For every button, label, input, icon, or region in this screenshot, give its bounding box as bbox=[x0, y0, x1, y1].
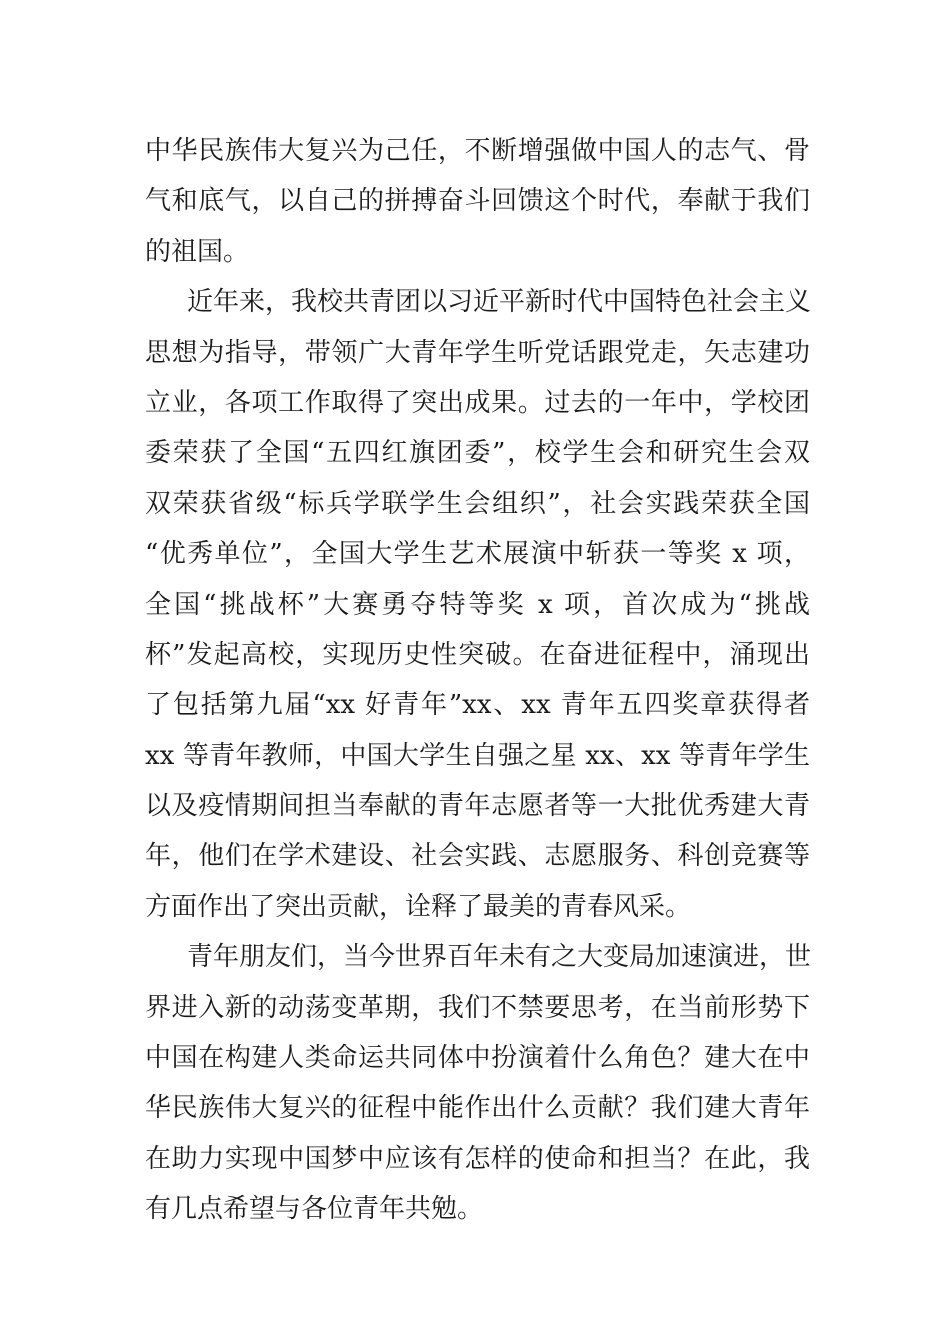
text-line: 的祖国。 bbox=[145, 236, 250, 267]
text-line: 以及疫情期间担当奉献的青年志愿者等一大批优秀建大青 bbox=[145, 791, 810, 822]
text-line: 杯”发起高校，实现历史性突破。在奋进征程中，涌现出 bbox=[145, 639, 810, 670]
text-line: 近年来，我校共青团以习近平新时代中国特色社会主义 bbox=[187, 287, 812, 318]
text-line: 了包括第九届“xx 好青年”xx、xx 青年五四奖章获得者 bbox=[145, 690, 810, 721]
paragraph-questions bbox=[145, 932, 810, 1234]
text-line: 全国“挑战杯”大赛勇夺特等奖 x 项，首次成为“挑战 bbox=[145, 589, 810, 620]
text-line: xx 等青年教师，中国大学生自强之星 xx、xx 等青年学生 bbox=[145, 740, 810, 771]
text-line: 界进入新的动荡变革期，我们不禁要思考，在当前形势下 bbox=[145, 992, 810, 1023]
text-line: 年，他们在学术建设、社会实践、志愿服务、科创竞赛等 bbox=[145, 841, 810, 872]
text-line: “优秀单位”，全国大学生艺术展演中斩获一等奖 x 项， bbox=[145, 539, 810, 570]
text-line: 青年朋友们，当今世界百年未有之大变局加速演进，世 bbox=[187, 942, 812, 973]
paragraph-continuation bbox=[145, 126, 810, 277]
text-line: 有几点希望与各位青年共勉。 bbox=[145, 1194, 484, 1225]
text-line: 华民族伟大复兴的征程中能作出什么贡献？我们建大青年 bbox=[145, 1093, 810, 1124]
text-line: 气和底气，以自己的拼搏奋斗回馈这个时代，奉献于我们 bbox=[145, 186, 810, 217]
text-line: 方面作出了突出贡献，诠释了最美的青春风采。 bbox=[145, 891, 692, 922]
text-line: 思想为指导，带领广大青年学生听党话跟党走，矢志建功 bbox=[145, 337, 810, 368]
text-line: 双荣获省级“标兵学联学生会组织”，社会实践荣获全国 bbox=[145, 488, 810, 519]
text-line: 委荣获了全国“五四红旗团委”，校学生会和研究生会双 bbox=[145, 438, 810, 469]
text-line: 中华民族伟大复兴为己任，不断增强做中国人的志气、骨 bbox=[145, 136, 810, 166]
text-line: 在助力实现中国梦中应该有怎样的使命和担当？在此，我 bbox=[145, 1143, 810, 1174]
text-line: 中国在构建人类命运共同体中扮演着什么角色？建大在中 bbox=[145, 1043, 810, 1074]
paragraph-achievements bbox=[145, 277, 810, 932]
document-body bbox=[145, 126, 810, 1235]
text-line: 立业，各项工作取得了突出成果。过去的一年中，学校团 bbox=[145, 387, 810, 418]
